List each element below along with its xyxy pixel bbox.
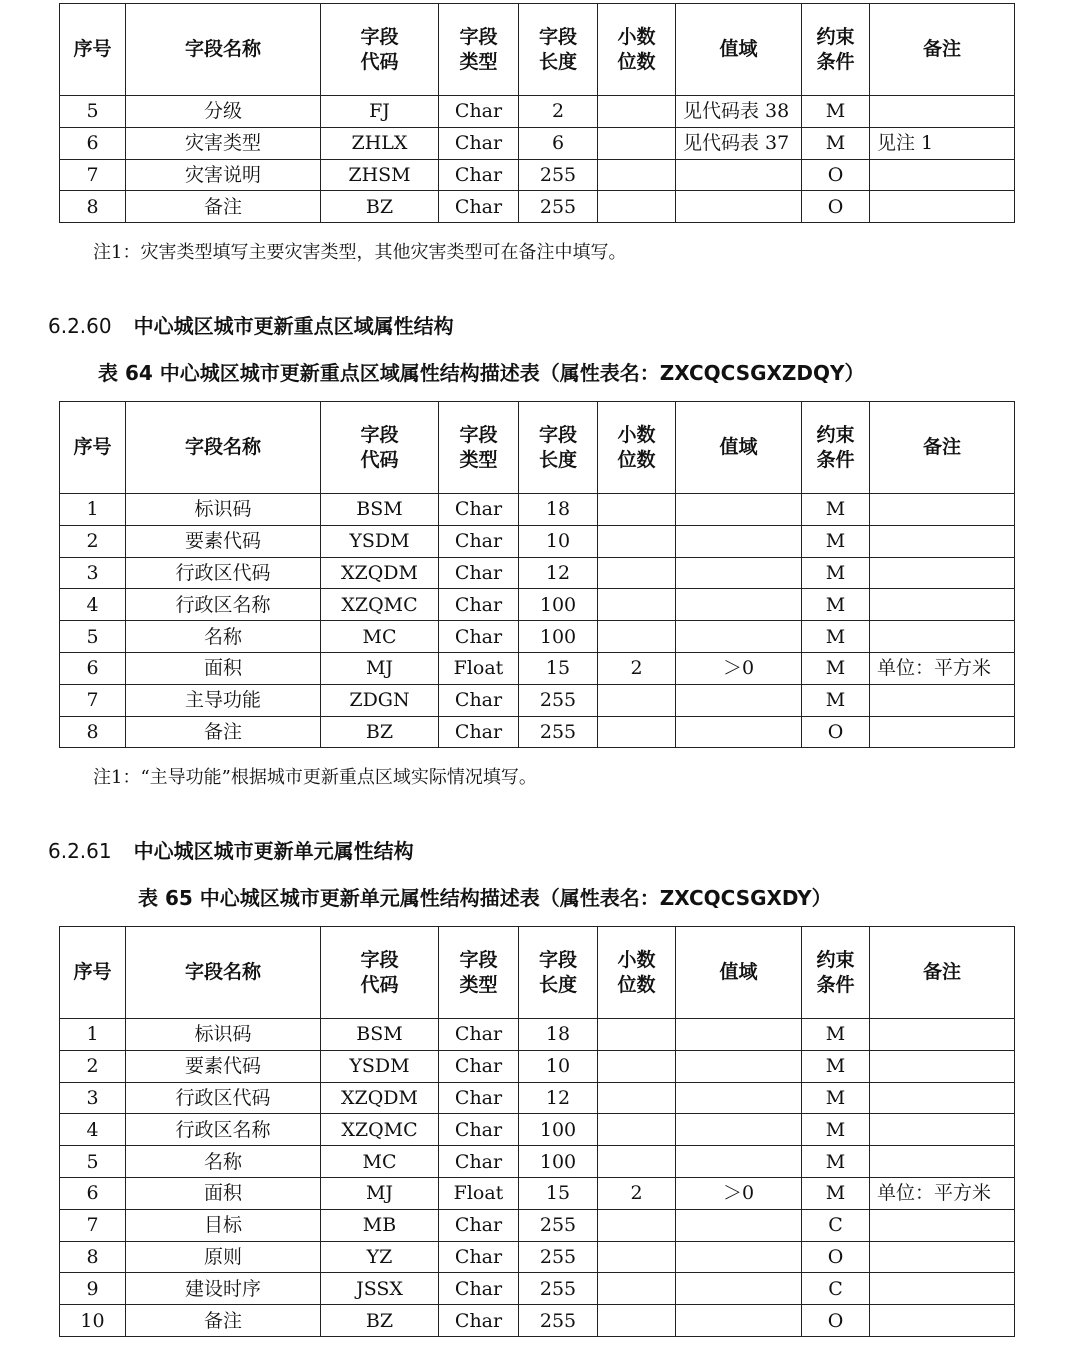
header-cell: 字段名称 bbox=[126, 927, 321, 1019]
section-heading bbox=[48, 310, 454, 339]
table-cell: Char bbox=[439, 1146, 519, 1178]
table-row bbox=[60, 1050, 1015, 1082]
table-cell bbox=[598, 1146, 676, 1178]
table-cell: 5 bbox=[60, 621, 126, 653]
table-cell: 255 bbox=[519, 1305, 598, 1337]
table-cell: MJ bbox=[321, 1177, 439, 1209]
table-cell bbox=[870, 716, 1015, 748]
table-cell: M bbox=[802, 494, 870, 526]
table-cell bbox=[598, 1241, 676, 1273]
table-cell: Char bbox=[439, 191, 519, 223]
table-cell bbox=[598, 557, 676, 589]
header-cell: 字段名称 bbox=[126, 4, 321, 96]
table-cell: MC bbox=[321, 1146, 439, 1178]
table-cell: 255 bbox=[519, 684, 598, 716]
table-cell: 9 bbox=[60, 1273, 126, 1305]
table-row bbox=[60, 1305, 1015, 1337]
table-row bbox=[60, 1177, 1015, 1209]
header-cell: 约束 条件 bbox=[802, 4, 870, 96]
table-cell: 8 bbox=[60, 191, 126, 223]
table-cell bbox=[676, 1209, 802, 1241]
table-cell: BSM bbox=[321, 494, 439, 526]
header-cell: 字段 长度 bbox=[519, 402, 598, 494]
table-row bbox=[60, 191, 1015, 223]
table-cell: ZHSM bbox=[321, 159, 439, 191]
table-cell bbox=[870, 1019, 1015, 1051]
table-cell: FJ bbox=[321, 96, 439, 128]
table-cell: Char bbox=[439, 589, 519, 621]
table-cell: BSM bbox=[321, 1019, 439, 1051]
table-cell bbox=[598, 621, 676, 653]
header-cell: 字段 代码 bbox=[321, 4, 439, 96]
table-cell: 255 bbox=[519, 1241, 598, 1273]
table-cell: 5 bbox=[60, 96, 126, 128]
table-cell: 单位：平方米 bbox=[870, 1177, 1015, 1209]
table-row bbox=[60, 1209, 1015, 1241]
table-cell: 18 bbox=[519, 494, 598, 526]
table-cell: 8 bbox=[60, 1241, 126, 1273]
table-cell: XZQDM bbox=[321, 557, 439, 589]
table-cell: 255 bbox=[519, 716, 598, 748]
table-cell bbox=[870, 159, 1015, 191]
table-cell: M bbox=[802, 1114, 870, 1146]
table-cell: Char bbox=[439, 716, 519, 748]
table-cell bbox=[598, 1209, 676, 1241]
table-note: 注1：“主导功能”根据城市更新重点区域实际情况填写。 bbox=[93, 767, 537, 788]
table-cell bbox=[598, 1114, 676, 1146]
table-cell: 名称 bbox=[126, 1146, 321, 1178]
table-cell: Char bbox=[439, 1082, 519, 1114]
table-cell bbox=[598, 716, 676, 748]
table-cell bbox=[598, 159, 676, 191]
table-cell: 1 bbox=[60, 494, 126, 526]
table-cell bbox=[870, 494, 1015, 526]
table-cell bbox=[676, 1305, 802, 1337]
table-row bbox=[60, 1146, 1015, 1178]
table-cell: 12 bbox=[519, 557, 598, 589]
table-cell: 名称 bbox=[126, 621, 321, 653]
table-cell: Char bbox=[439, 621, 519, 653]
table-cell: Char bbox=[439, 1114, 519, 1146]
table-cell bbox=[870, 96, 1015, 128]
table-cell: 行政区代码 bbox=[126, 557, 321, 589]
table-cell: Char bbox=[439, 525, 519, 557]
table-cell: 见代码表 37 bbox=[676, 127, 802, 159]
table-cell bbox=[870, 191, 1015, 223]
table-cell: 6 bbox=[60, 1177, 126, 1209]
table-row bbox=[60, 684, 1015, 716]
table-cell: 6 bbox=[60, 652, 126, 684]
table-cell bbox=[676, 1146, 802, 1178]
header-cell: 小数 位数 bbox=[598, 402, 676, 494]
table-cell: M bbox=[802, 589, 870, 621]
table-cell: 255 bbox=[519, 191, 598, 223]
table-cell: M bbox=[802, 96, 870, 128]
table-cell: 100 bbox=[519, 621, 598, 653]
table-cell: Char bbox=[439, 1305, 519, 1337]
table-cell bbox=[676, 557, 802, 589]
table-cell: 目标 bbox=[126, 1209, 321, 1241]
table-cell: 1 bbox=[60, 1019, 126, 1051]
table-cell: Char bbox=[439, 494, 519, 526]
table-row bbox=[60, 1114, 1015, 1146]
table-cell bbox=[676, 621, 802, 653]
header-cell: 值域 bbox=[676, 927, 802, 1019]
table-cell bbox=[598, 494, 676, 526]
header-cell: 约束 条件 bbox=[802, 402, 870, 494]
table-cell: O bbox=[802, 1241, 870, 1273]
table-cell: 7 bbox=[60, 1209, 126, 1241]
table-cell bbox=[676, 159, 802, 191]
header-cell: 小数 位数 bbox=[598, 927, 676, 1019]
table-cell: 3 bbox=[60, 557, 126, 589]
table-cell: 行政区代码 bbox=[126, 1082, 321, 1114]
table-cell: YZ bbox=[321, 1241, 439, 1273]
table-cell: Char bbox=[439, 1241, 519, 1273]
table-cell: YSDM bbox=[321, 525, 439, 557]
table-caption: 表 65 中心城区城市更新单元属性结构描述表（属性表名：ZXCQCSGXDY） bbox=[138, 886, 832, 910]
table-cell: 要素代码 bbox=[126, 1050, 321, 1082]
table-cell: 2 bbox=[598, 1177, 676, 1209]
table-header-row bbox=[60, 402, 1015, 494]
table-cell: XZQDM bbox=[321, 1082, 439, 1114]
table-note: 注1：灾害类型填写主要灾害类型，其他灾害类型可在备注中填写。 bbox=[93, 242, 627, 263]
table-cell: 18 bbox=[519, 1019, 598, 1051]
table-cell: M bbox=[802, 684, 870, 716]
section-number: 6.2.60 bbox=[48, 314, 112, 338]
table-cell: 备注 bbox=[126, 716, 321, 748]
header-cell: 备注 bbox=[870, 4, 1015, 96]
table-cell: 面积 bbox=[126, 652, 321, 684]
table-row bbox=[60, 96, 1015, 128]
table-cell: 2 bbox=[60, 1050, 126, 1082]
attribute-table-65 bbox=[59, 926, 1015, 1337]
table-cell bbox=[598, 127, 676, 159]
table-cell: 6 bbox=[60, 127, 126, 159]
table-cell bbox=[870, 557, 1015, 589]
table-cell: XZQMC bbox=[321, 589, 439, 621]
table-cell: M bbox=[802, 652, 870, 684]
header-cell: 备注 bbox=[870, 402, 1015, 494]
header-cell: 序号 bbox=[60, 402, 126, 494]
table-cell bbox=[870, 1146, 1015, 1178]
table-cell: 10 bbox=[519, 525, 598, 557]
table-cell: Char bbox=[439, 1209, 519, 1241]
table-cell bbox=[676, 1273, 802, 1305]
table-cell: BZ bbox=[321, 716, 439, 748]
table-cell: 面积 bbox=[126, 1177, 321, 1209]
table-cell bbox=[676, 716, 802, 748]
header-cell: 小数 位数 bbox=[598, 4, 676, 96]
table-cell: 15 bbox=[519, 652, 598, 684]
header-cell: 序号 bbox=[60, 927, 126, 1019]
table-cell: 主导功能 bbox=[126, 684, 321, 716]
table-cell bbox=[676, 1082, 802, 1114]
table-cell: 行政区名称 bbox=[126, 589, 321, 621]
table-row bbox=[60, 716, 1015, 748]
table-cell bbox=[598, 1273, 676, 1305]
table-cell: C bbox=[802, 1273, 870, 1305]
table-row bbox=[60, 1019, 1015, 1051]
header-cell: 字段 类型 bbox=[439, 402, 519, 494]
table-cell: 5 bbox=[60, 1146, 126, 1178]
table-cell bbox=[870, 589, 1015, 621]
table-cell: JSSX bbox=[321, 1273, 439, 1305]
table-cell: M bbox=[802, 525, 870, 557]
table-cell: 255 bbox=[519, 159, 598, 191]
table-cell: 100 bbox=[519, 1146, 598, 1178]
table-cell: Char bbox=[439, 159, 519, 191]
table-cell: 分级 bbox=[126, 96, 321, 128]
table-cell bbox=[676, 1241, 802, 1273]
table-cell bbox=[676, 1019, 802, 1051]
section-number: 6.2.61 bbox=[48, 839, 112, 863]
table-cell: 灾害说明 bbox=[126, 159, 321, 191]
table-cell: 6 bbox=[519, 127, 598, 159]
table-cell bbox=[870, 525, 1015, 557]
table-cell: Char bbox=[439, 684, 519, 716]
table-cell: 备注 bbox=[126, 191, 321, 223]
attribute-table-continued bbox=[59, 3, 1015, 223]
section-heading bbox=[48, 835, 414, 864]
table-row bbox=[60, 652, 1015, 684]
table-cell: 要素代码 bbox=[126, 525, 321, 557]
table-cell bbox=[598, 1050, 676, 1082]
table-row bbox=[60, 525, 1015, 557]
table-cell: M bbox=[802, 1146, 870, 1178]
table-cell bbox=[598, 684, 676, 716]
table-cell bbox=[676, 1050, 802, 1082]
table-cell bbox=[598, 1082, 676, 1114]
header-cell: 值域 bbox=[676, 402, 802, 494]
table-cell: 7 bbox=[60, 159, 126, 191]
table-cell: 100 bbox=[519, 1114, 598, 1146]
table-cell bbox=[598, 1305, 676, 1337]
table-cell bbox=[676, 684, 802, 716]
table-cell: 100 bbox=[519, 589, 598, 621]
header-cell: 字段 代码 bbox=[321, 402, 439, 494]
table-cell: ＞0 bbox=[676, 1177, 802, 1209]
table-cell bbox=[870, 1209, 1015, 1241]
table-cell bbox=[676, 525, 802, 557]
table-cell: Char bbox=[439, 96, 519, 128]
table-cell: 255 bbox=[519, 1209, 598, 1241]
table-cell: ZDGN bbox=[321, 684, 439, 716]
table-row bbox=[60, 1082, 1015, 1114]
table-cell: ＞0 bbox=[676, 652, 802, 684]
table-cell: 单位：平方米 bbox=[870, 652, 1015, 684]
table-cell: BZ bbox=[321, 191, 439, 223]
table-cell bbox=[676, 494, 802, 526]
table-cell: 2 bbox=[598, 652, 676, 684]
table-cell: 备注 bbox=[126, 1305, 321, 1337]
table-cell bbox=[870, 621, 1015, 653]
table-cell: Char bbox=[439, 1050, 519, 1082]
table-cell: M bbox=[802, 1019, 870, 1051]
table-cell bbox=[598, 1019, 676, 1051]
table-cell: 标识码 bbox=[126, 1019, 321, 1051]
table-cell: XZQMC bbox=[321, 1114, 439, 1146]
table-cell bbox=[870, 684, 1015, 716]
table-cell: 灾害类型 bbox=[126, 127, 321, 159]
table-cell bbox=[676, 589, 802, 621]
table-cell: 标识码 bbox=[126, 494, 321, 526]
table-row bbox=[60, 557, 1015, 589]
table-cell: 建设时序 bbox=[126, 1273, 321, 1305]
table-row bbox=[60, 127, 1015, 159]
table-cell bbox=[870, 1050, 1015, 1082]
table-cell: M bbox=[802, 1082, 870, 1114]
table-cell: 10 bbox=[60, 1305, 126, 1337]
table-cell bbox=[870, 1305, 1015, 1337]
header-cell: 约束 条件 bbox=[802, 927, 870, 1019]
table-cell: Char bbox=[439, 1019, 519, 1051]
table-cell: O bbox=[802, 716, 870, 748]
table-cell bbox=[870, 1114, 1015, 1146]
table-cell bbox=[598, 589, 676, 621]
table-cell: 4 bbox=[60, 589, 126, 621]
table-cell: 255 bbox=[519, 1273, 598, 1305]
header-cell: 字段 代码 bbox=[321, 927, 439, 1019]
header-cell: 序号 bbox=[60, 4, 126, 96]
table-cell bbox=[870, 1241, 1015, 1273]
table-cell bbox=[598, 191, 676, 223]
header-cell: 字段 类型 bbox=[439, 4, 519, 96]
table-cell: Float bbox=[439, 652, 519, 684]
table-cell: 2 bbox=[519, 96, 598, 128]
table-header-row bbox=[60, 927, 1015, 1019]
table-row bbox=[60, 621, 1015, 653]
table-cell: 12 bbox=[519, 1082, 598, 1114]
header-cell: 字段 长度 bbox=[519, 927, 598, 1019]
table-row bbox=[60, 1241, 1015, 1273]
table-row bbox=[60, 494, 1015, 526]
table-cell bbox=[676, 1114, 802, 1146]
table-cell bbox=[676, 191, 802, 223]
section-title: 中心城区城市更新重点区域属性结构 bbox=[133, 314, 454, 338]
table-cell: ZHLX bbox=[321, 127, 439, 159]
table-cell: 行政区名称 bbox=[126, 1114, 321, 1146]
table-cell: M bbox=[802, 127, 870, 159]
table-cell: 15 bbox=[519, 1177, 598, 1209]
table-cell: 2 bbox=[60, 525, 126, 557]
table-row bbox=[60, 589, 1015, 621]
table-cell: C bbox=[802, 1209, 870, 1241]
table-cell: M bbox=[802, 621, 870, 653]
table-cell: O bbox=[802, 159, 870, 191]
table-cell: 见注 1 bbox=[870, 127, 1015, 159]
table-cell: BZ bbox=[321, 1305, 439, 1337]
attribute-table-64 bbox=[59, 401, 1015, 748]
table-cell bbox=[870, 1082, 1015, 1114]
section-title: 中心城区城市更新单元属性结构 bbox=[133, 839, 414, 863]
table-cell: M bbox=[802, 1050, 870, 1082]
table-cell: 4 bbox=[60, 1114, 126, 1146]
header-cell: 值域 bbox=[676, 4, 802, 96]
table-cell: 原则 bbox=[126, 1241, 321, 1273]
table-cell: MB bbox=[321, 1209, 439, 1241]
table-cell: 10 bbox=[519, 1050, 598, 1082]
table-cell: MJ bbox=[321, 652, 439, 684]
table-cell: MC bbox=[321, 621, 439, 653]
table-cell: Char bbox=[439, 1273, 519, 1305]
header-cell: 字段 长度 bbox=[519, 4, 598, 96]
header-cell: 字段名称 bbox=[126, 402, 321, 494]
header-cell: 字段 类型 bbox=[439, 927, 519, 1019]
table-cell: 3 bbox=[60, 1082, 126, 1114]
table-row bbox=[60, 1273, 1015, 1305]
table-cell: 8 bbox=[60, 716, 126, 748]
table-cell: 7 bbox=[60, 684, 126, 716]
table-cell bbox=[598, 96, 676, 128]
table-cell bbox=[870, 1273, 1015, 1305]
table-row bbox=[60, 159, 1015, 191]
header-cell: 备注 bbox=[870, 927, 1015, 1019]
table-cell: M bbox=[802, 1177, 870, 1209]
table-header-row bbox=[60, 4, 1015, 96]
table-cell: 见代码表 38 bbox=[676, 96, 802, 128]
table-cell: Char bbox=[439, 127, 519, 159]
table-cell: YSDM bbox=[321, 1050, 439, 1082]
table-cell: Char bbox=[439, 557, 519, 589]
table-cell: O bbox=[802, 191, 870, 223]
table-cell: Float bbox=[439, 1177, 519, 1209]
table-cell: M bbox=[802, 557, 870, 589]
table-cell bbox=[598, 525, 676, 557]
table-cell: O bbox=[802, 1305, 870, 1337]
table-caption: 表 64 中心城区城市更新重点区域属性结构描述表（属性表名：ZXCQCSGXZDQY） bbox=[98, 361, 865, 385]
